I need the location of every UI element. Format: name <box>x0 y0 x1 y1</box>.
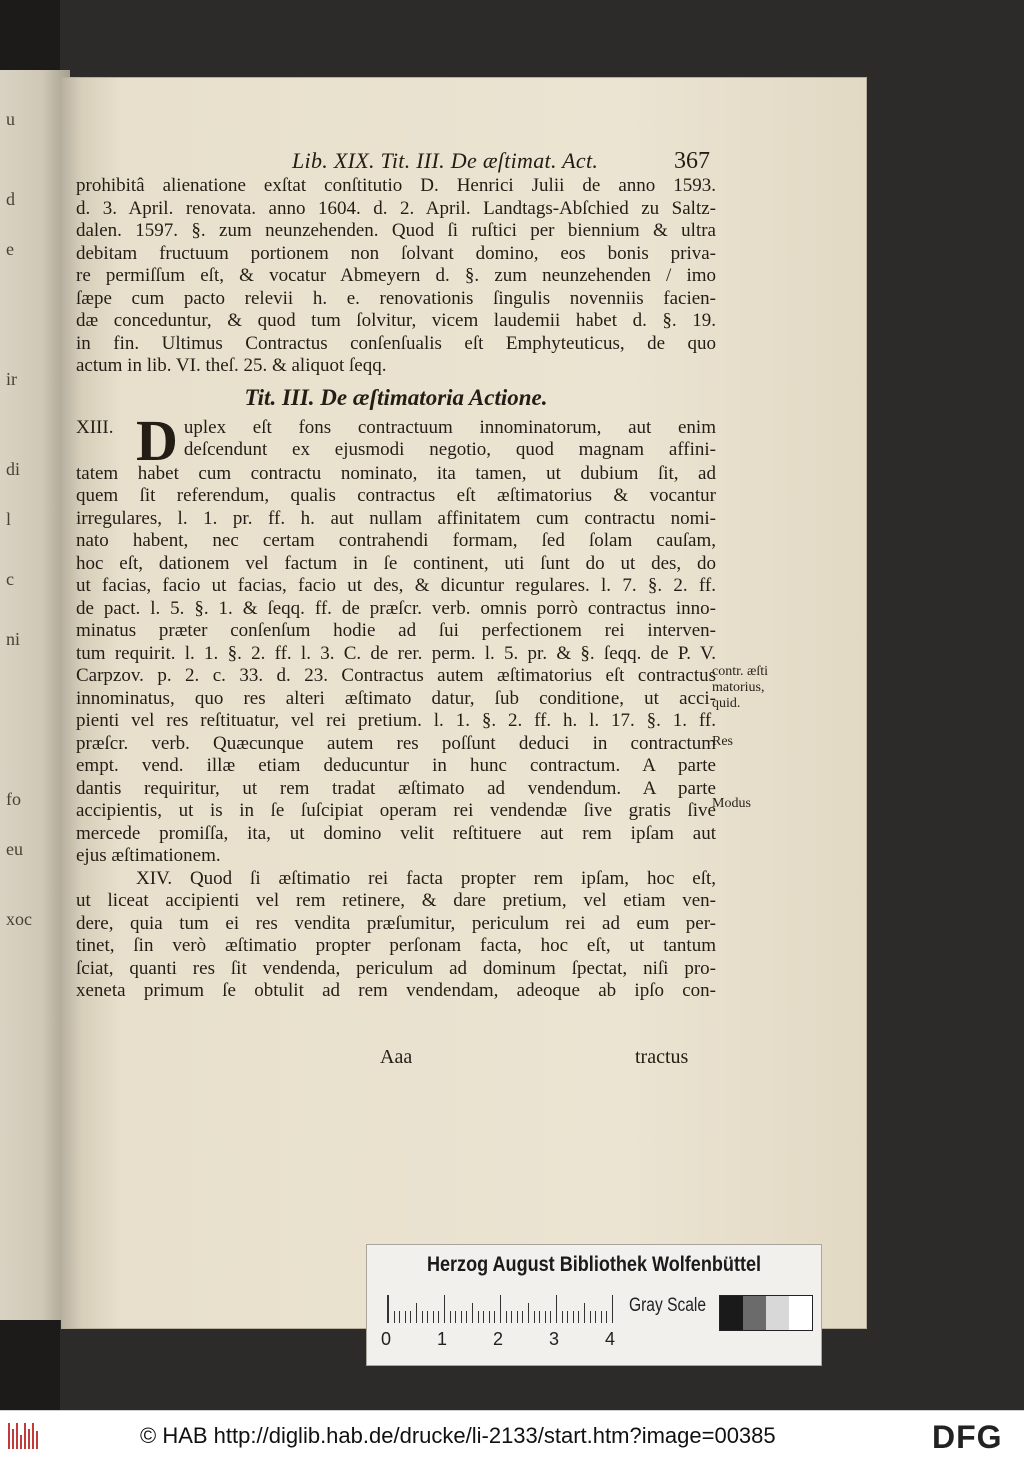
ruler-tick <box>573 1311 574 1323</box>
margin-notes <box>712 664 862 812</box>
running-head: Lib. XIX. Tit. III. De æſtimat. Act. <box>292 148 599 173</box>
ruler-tick <box>517 1311 518 1323</box>
catchword: tractus <box>635 1046 689 1068</box>
ruler-tick <box>567 1311 568 1323</box>
ruler-tick <box>433 1311 434 1323</box>
ruler-tick <box>556 1295 557 1323</box>
ruler-tick <box>606 1311 607 1323</box>
previous-page-fragment: d <box>6 189 15 209</box>
ruler-label: 1 <box>437 1329 448 1349</box>
color-scale-card <box>366 1244 822 1366</box>
text-line: tum requirit. l. 1. §. 2. ff. l. 3. C. de rer. perm. l. 5. pr. & §. ſeqq. de P. V. <box>76 642 716 664</box>
ruler-tick <box>595 1311 596 1323</box>
book-page <box>62 78 866 1328</box>
text-line: empt. vend. illæ etiam deducuntur in hunc contractum. A parte <box>76 755 716 776</box>
ruler-tick <box>410 1311 411 1323</box>
margin-note: contr. æſti <box>712 664 768 679</box>
copyright-url[interactable]: © HAB http://diglib.hab.de/drucke/li-2133/start.htm?image=00385 <box>140 1423 776 1448</box>
text-line: dere, quia tum ei res vendita præſumitur, periculum rei ad eum per- <box>76 912 716 934</box>
ruler-label: 0 <box>381 1329 392 1349</box>
ruler-tick <box>399 1311 400 1323</box>
ruler-tick <box>500 1295 501 1323</box>
gray-swatch <box>743 1296 766 1330</box>
text-line: quem ſit referendum, qualis contractus eſt æſtimatorius & vocantur <box>76 485 716 506</box>
ruler-tick <box>534 1311 535 1323</box>
text-line: Carpzov. p. 2. c. 33. d. 23. Contractus autem æſtimatorius eſt contractus <box>76 665 716 686</box>
ruler-tick <box>483 1311 484 1323</box>
gray-swatch <box>789 1296 812 1330</box>
ruler-tick <box>461 1311 462 1323</box>
gray-swatch <box>720 1296 743 1330</box>
text-line: dalen. 1597. §. zum neunzehenden. Quod ſi ruſtici per biennium & ultra <box>76 220 716 241</box>
ruler-tick <box>489 1311 490 1323</box>
ruler-tick <box>522 1311 523 1323</box>
text-line: d. 3. April. renovata. anno 1604. d. 2. April. Landtags-Abſchied zu Saltz- <box>76 197 716 219</box>
ruler-tick <box>422 1311 423 1323</box>
drop-cap: D <box>136 407 178 473</box>
text-line: uplex eſt fons contractuum innominatorum, aut enim <box>183 416 716 438</box>
previous-page-fragment: ir <box>6 369 17 389</box>
previous-page-fragment: ni <box>6 629 21 649</box>
text-line: dantis requiritur, ut rem tradat æſtimato ad vendendum. A parte <box>76 777 716 799</box>
previous-page-fragment: fo <box>6 789 21 809</box>
section-title: Tit. III. De æſtimatoria Actione. <box>244 384 548 410</box>
text-line: tatem habet cum contractu nominato, ita tamen, ut dubium ſit, ad <box>76 462 716 484</box>
footer-bar <box>0 1410 1024 1462</box>
ruler-tick <box>444 1295 445 1323</box>
text-line: minatus præter conſenſum hodie ad ſui perfectionem rei interven- <box>76 620 716 641</box>
ruler-tick <box>394 1311 395 1323</box>
main-text <box>76 175 716 1003</box>
ruler-tick <box>416 1303 417 1323</box>
ruler-tick <box>450 1311 451 1323</box>
text-line: dæ conceduntur, & quod tum ſolvitur, vicem laudemii habet d. §. 19. <box>76 310 716 331</box>
ruler-tick <box>545 1311 546 1323</box>
ruler-tick <box>584 1303 585 1323</box>
text-line: præſcr. verb. Quæcunque autem res poſſunt deduci in contractum <box>76 732 716 754</box>
ruler-tick <box>494 1311 495 1323</box>
text-line: ſæpe cum pacto relevii h. e. renovationis ſingulis novenniis facien- <box>76 287 716 309</box>
ruler-tick <box>562 1311 563 1323</box>
ruler-tick <box>601 1311 602 1323</box>
ruler <box>387 1295 620 1323</box>
ruler-tick <box>578 1311 579 1323</box>
gray-swatch <box>766 1296 789 1330</box>
text-line: innominatus, quo res alteri æſtimato datur, ſub conditione, ut acci- <box>76 687 716 709</box>
ruler-tick <box>550 1311 551 1323</box>
margin-note: matorius, <box>712 680 765 695</box>
previous-page-fragment: xoc <box>6 909 32 929</box>
paragraph-number: XIII. <box>76 416 114 438</box>
text-line: debitam fructuum portionem non ſolvant domino, eos bonis priva- <box>76 242 716 264</box>
ruler-tick <box>511 1311 512 1323</box>
ruler-tick <box>528 1303 529 1323</box>
ruler-tick <box>466 1311 467 1323</box>
text-line: irregulares, l. 1. pr. ff. h. aut nullam affinitatem cum contractu nomi- <box>76 507 716 529</box>
paragraph-xiii <box>76 407 716 868</box>
text-line: xeneta primum ſe obtulit ad rem vendendam, adeoque ab ipſo con- <box>76 980 716 1001</box>
text-line: accipientis, ut is in ſe ſuſcipiat operam rei vendendæ ſive gratis ſive <box>76 800 716 821</box>
text-line: ut liceat accipienti vel rem retinere, & dare pretium, vel etiam ven- <box>76 890 716 911</box>
page-number: 367 <box>674 148 710 174</box>
text-line: in fin. Ultimus Contractus conſenſualis eſt Emphyteuticus, de quo <box>76 332 716 354</box>
gray-scale-label: Gray Scale <box>629 1295 707 1316</box>
previous-page-edge <box>0 70 70 1320</box>
ruler-tick <box>506 1311 507 1323</box>
ruler-tick <box>612 1295 613 1323</box>
ruler-tick <box>472 1303 473 1323</box>
ruler-tick <box>427 1311 428 1323</box>
previous-page-fragment: l <box>6 509 12 529</box>
ruler-tick <box>388 1295 389 1323</box>
text-line: deſcendunt ex ejusmodi negotio, quod magnam affini- <box>183 439 716 460</box>
text-line: ejus æſtimationem. <box>76 845 221 866</box>
margin-note: Res <box>712 734 733 749</box>
text-line: hoc eſt, dationem vel factum in ſe continent, uti ſunt do ut des, do <box>76 552 716 574</box>
ruler-tick <box>539 1311 540 1323</box>
ruler-label: 3 <box>549 1329 560 1349</box>
previous-page-fragment: e <box>6 239 14 259</box>
gray-swatches <box>719 1295 813 1331</box>
text-line: prohibitâ alienatione exſtat conſtitutio D. Henrici Julii de anno 1593. <box>76 175 716 196</box>
text-line: tinet, ſin verò æſtimatio propter perſonam facta, hoc eſt, ut tantum <box>76 935 716 956</box>
text-line: de pact. l. 5. §. 1. & ſeqq. ff. de præſcr. verb. omnis porrò contractus inno- <box>76 597 716 619</box>
hab-logo-icon <box>8 1423 42 1451</box>
previous-page-fragment: c <box>6 569 14 589</box>
ruler-tick <box>405 1311 406 1323</box>
ruler-label: 2 <box>493 1329 504 1349</box>
ruler-tick <box>478 1311 479 1323</box>
ruler-tick <box>438 1311 439 1323</box>
text-line: pienti vel res reſtituatur, vel rei pretium. l. 1. §. 2. ff. h. l. 17. §. 1. ff. <box>76 710 716 731</box>
text-line: ſciat, quanti res ſit vendenda, periculum ad dominum ſpectat, niſi pro- <box>76 957 716 979</box>
text-line: mercede promiſſa, ita, ut domino velit reſtituere aut rem ipſam aut <box>76 822 716 844</box>
margin-note: Modus <box>712 796 751 811</box>
ruler-tick <box>455 1311 456 1323</box>
text-line: re permiſſum eſt, & vocatur Abmeyern d. §. zum neunzehenden / imo <box>76 265 716 286</box>
previous-page-fragment: eu <box>6 839 23 859</box>
text-line: actum in lib. VI. theſ. 25. & aliquot ſeqq. <box>76 355 387 376</box>
signature-mark: Aaa <box>380 1046 413 1068</box>
margin-note: quid. <box>712 696 741 711</box>
text-line: XIV. Quod ſi æſtimatio rei facta propter rem ipſam, hoc eſt, <box>136 867 716 889</box>
previous-page-fragment: u <box>6 109 15 129</box>
text-line: nato habent, nec certam contrahendi formam, ſed ſolam cauſam, <box>76 530 716 551</box>
paragraph-xiv <box>76 868 716 1003</box>
ruler-tick <box>590 1311 591 1323</box>
previous-page-fragment: di <box>6 459 21 479</box>
ruler-label: 4 <box>605 1329 616 1349</box>
text-line: ut facias, facio ut facias, facio ut des, & dicuntur regulares. l. 7. §. 2. ff. <box>76 575 716 596</box>
library-name: Herzog August Bibliothek Wolfenbüttel <box>426 1253 762 1276</box>
ruler-labels <box>381 1329 621 1351</box>
dfg-logo: DFG <box>932 1419 1003 1455</box>
